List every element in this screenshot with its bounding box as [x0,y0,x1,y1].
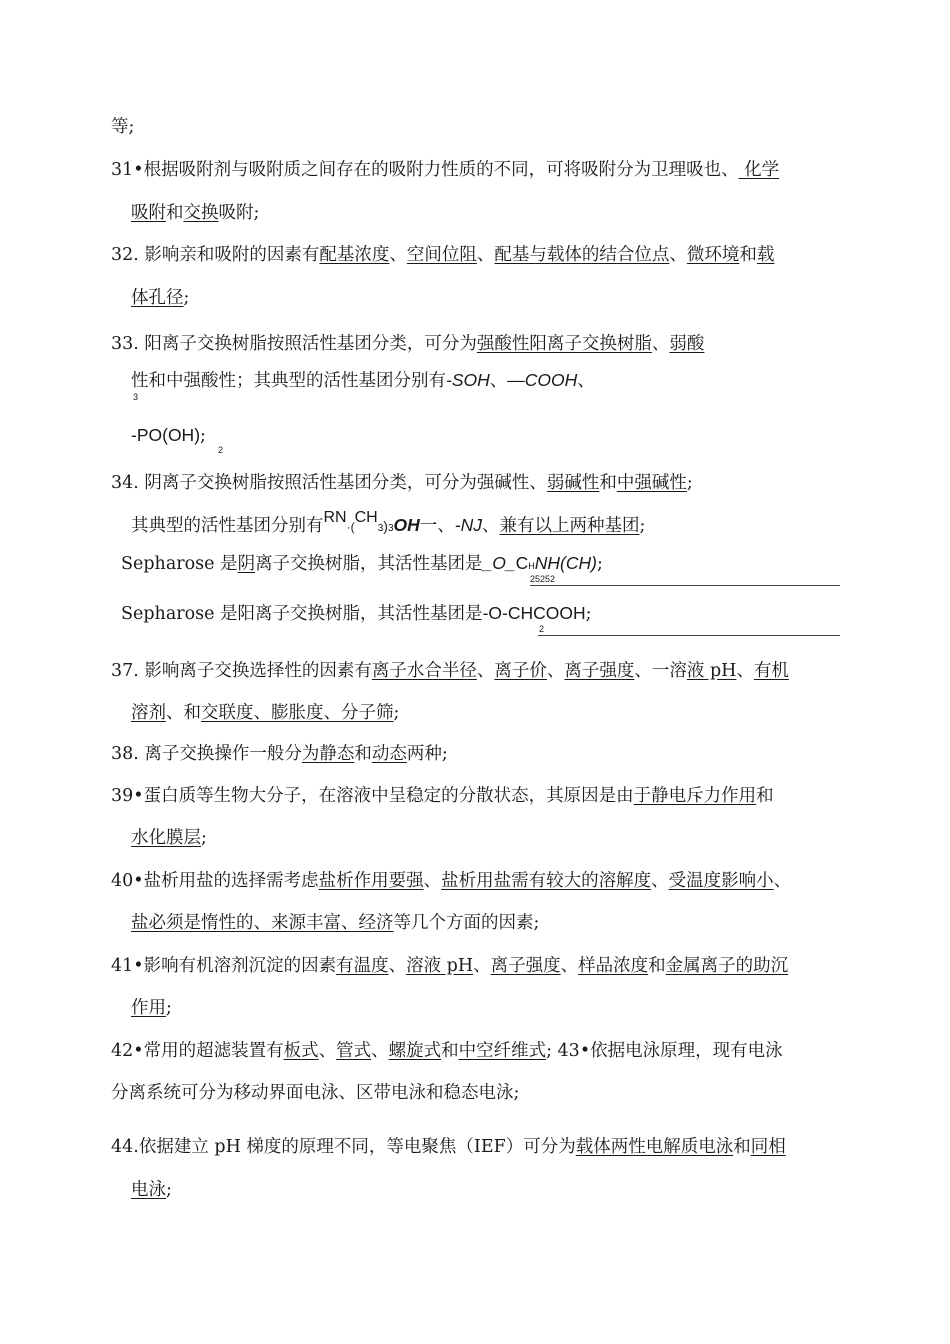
divider-rule [538,635,840,636]
text-fragment: 40•盐析用盐的选择需考虑 [111,871,319,891]
answer-blank: 液 pH [686,661,737,681]
answer-blank: 作用 [131,998,166,1018]
subscript-text: 3 [133,392,139,402]
text-fragment: ; [183,288,190,308]
answer-blank: 螺旋式 [388,1041,442,1061]
chem-formula: NH(CH) [534,553,597,573]
answer-blank: 管式 [336,1041,372,1061]
text-fragment: 和 [166,203,184,223]
text-fragment: 37. 影响离子交换选择性的因素有 [111,661,372,681]
answer-blank: 溶剂 [131,703,166,723]
item-41-line-2 [131,997,172,1019]
text-fragment: Sepharose 是 [121,554,238,574]
text-fragment: 38. 离子交换操作一般分 [111,744,302,764]
text-fragment: Sepharose 是阳离子交换树脂，其活性基团是 [121,604,483,624]
text-fragment: 、 [473,956,491,976]
text-fragment: 、 [389,245,407,265]
answer-blank: 盐必须是惰性的、来源丰富、经济 [131,913,394,933]
text-line [111,116,134,138]
text-fragment: 一、 [419,516,455,536]
chem-formula: -O-CHCOOH [482,603,586,623]
text-fragment: 42•常用的超滤装置有 [111,1041,284,1061]
item-38-line [111,743,448,765]
answer-blank: 盐析作用要强 [318,871,424,891]
text-fragment: 、 [388,956,407,976]
text-fragment: 34. 阴离子交换树脂按照活性基团分类，可分为强碱性、 [111,473,547,493]
text-fragment: 等; [111,117,135,137]
item-41-line-1 [111,955,788,977]
answer-blank: 有温度 [336,956,389,976]
item-39-line-2 [131,827,207,849]
item-32-line-2 [131,287,189,309]
text-fragment: 41•影响有机溶剂沉淀的因素 [111,956,337,976]
text-fragment: 分离系统可分为移动界面电泳、区带电泳和稳态电泳; [111,1083,520,1103]
chem-formula: ) [383,518,388,534]
answer-blank: 空间位阻 [406,245,477,265]
text-fragment: 和 [648,956,666,976]
subscript-text: 25252 [530,574,556,584]
text-fragment: ; [393,703,400,723]
subscript-text: 2 [218,445,224,455]
answer-blank: 离子强度 [564,661,635,681]
text-fragment: ; [686,473,693,493]
text-fragment: 、 [423,871,442,891]
subscript-text: H [528,561,535,571]
answer-blank: 水化膜层 [131,828,201,848]
answer-blank: 吸附 [131,203,166,223]
text-fragment: 44.依据建立 pH 梯度的原理不同，等电聚焦（IEF）可分为 [111,1137,576,1157]
item-42-line-1 [111,1040,783,1062]
text-fragment: 32. 影响亲和吸附的因素有 [111,245,320,265]
answer-blank: 于静电斥力作用 [633,786,757,806]
chem-formula: C [515,553,529,573]
text-fragment: 、 [651,871,669,891]
answer-blank: 受温度影响小 [668,871,774,891]
chem-formula: CH [354,509,378,526]
text-fragment: 、 [489,371,508,391]
answer-blank: 金属离子的助沉 [665,956,789,976]
item-44-line-2 [131,1179,172,1201]
subscript-text: 3 [377,523,384,534]
text-fragment: ; [166,998,172,1018]
chem-formula: H [477,370,490,390]
text-fragment: ; [166,1180,172,1200]
answer-blank: 载体两性电解质电泳 [575,1137,734,1157]
chem-formula: —COOH [507,370,578,390]
text-fragment: 31•根据吸附剂与吸附质之间存在的吸附力性质的不同，可将吸附分为卫理吸也、 [111,160,739,180]
item-33-line-2 [131,369,595,392]
answer-blank: 中强碱性 [616,473,687,493]
item-31-line-1 [111,159,779,181]
text-fragment: 、 [318,1041,337,1061]
item-40-line-2 [131,912,539,934]
text-fragment: 和 [354,744,372,764]
item-44-line-1 [111,1136,786,1158]
answer-blank: 板式 [283,1041,319,1061]
chem-formula: RN [323,509,347,526]
text-fragment: 、 [577,371,595,391]
item-39-line-1 [111,785,774,807]
answer-blank: 弱酸 [669,334,705,354]
answer-blank: 溶液 pH [406,956,474,976]
chem-formula: -PO(OH) [131,425,201,445]
answer-blank: 载 [756,245,775,265]
text-fragment: 、 [546,661,565,681]
item-31-line-2 [131,202,259,224]
item-33-line-1 [111,333,704,355]
answer-blank: 配基浓度 [319,245,390,265]
answer-blank: 离子水合半径 [371,661,477,681]
item-40-line-1 [111,870,791,892]
item-34-line-1 [111,472,693,494]
text-fragment: 39•蛋白质等生物大分子，在溶液中呈稳定的分散状态，其原因是由 [111,786,634,806]
chem-formula: ·( [346,520,355,534]
answer-blank: 配基与载体的结合位点 [494,245,670,265]
answer-blank: 化学 [738,160,780,180]
text-fragment: 和 [599,473,617,493]
answer-blank: 动态 [371,744,407,764]
answer-blank: 样品浓度 [578,956,649,976]
chem-formula: OH [393,515,420,535]
text-fragment: 、 [773,871,792,891]
chem-formula: -NJ [454,515,482,535]
subscript-text: 3 [387,523,394,534]
answer-blank: 交联度、膨胀度、分子筛 [201,703,394,723]
chem-formula: _O_ [482,553,516,573]
text-fragment: 等几个方面的因素; [393,913,540,933]
answer-blank: 中空纤维式 [458,1041,547,1061]
answer-blank: 兼有以上两种基团 [499,516,640,536]
item-33-line-3 [131,424,206,447]
answer-blank: 微环境 [686,245,740,265]
answer-blank: 电泳 [131,1180,166,1200]
answer-blank: 交换 [183,203,219,223]
chem-formula: -SO [446,370,478,390]
text-fragment: ; 43•依据电泳原理，现有电泳 [546,1041,783,1061]
text-fragment: 吸附; [218,203,260,223]
text-fragment: 、 [476,245,495,265]
answer-blank: 离子强度 [490,956,561,976]
divider-rule [530,585,840,586]
text-fragment: 和 [756,786,774,806]
answer-blank: 有机 [753,661,789,681]
text-fragment: ; [201,828,207,848]
answer-blank: 体孔径 [131,288,184,308]
answer-blank: 同相 [750,1137,786,1157]
text-fragment: 和 [733,1137,751,1157]
text-fragment: ; [200,426,206,446]
text-fragment: ; [639,516,646,536]
text-fragment: ; [597,554,603,574]
item-37-line-2 [131,702,399,724]
text-fragment: 、 [669,245,687,265]
item-34-line-2 [131,509,646,540]
text-fragment: ; [585,604,592,624]
item-36-line [121,602,592,625]
text-fragment: 和 [739,245,757,265]
answer-blank: 弱碱性 [546,473,600,493]
answer-blank: 强酸性阳离子交换树脂 [476,334,652,354]
text-fragment: 其典型的活性基团分别有 [131,516,324,536]
text-fragment: 、 [481,516,500,536]
item-42-line-2 [111,1082,519,1104]
answer-blank: 盐析用盐需有较大的溶解度 [441,871,652,891]
item-37-line-1 [111,660,789,682]
text-fragment: 、一溶 [634,661,687,681]
item-32-line-1 [111,244,774,266]
text-fragment: 性和中强酸性；其典型的活性基团分别有 [131,371,446,391]
text-fragment: 、 [651,334,670,354]
text-fragment: 33. 阳离子交换树脂按照活性基团分类，可分为 [111,334,477,354]
text-fragment: 两种; [406,744,448,764]
answer-blank: 阴 [237,554,256,574]
text-fragment: 、和 [166,703,201,723]
subscript-text: 2 [539,624,545,634]
answer-blank: 离子价 [494,661,547,681]
text-fragment: 、 [371,1041,389,1061]
text-fragment: 、 [736,661,754,681]
answer-blank: 为静态 [301,744,355,764]
text-fragment: 、 [476,661,495,681]
text-fragment: 离子交换树脂，其活性基团是 [255,554,483,574]
text-fragment: 、 [560,956,579,976]
text-fragment: 和 [441,1041,459,1061]
